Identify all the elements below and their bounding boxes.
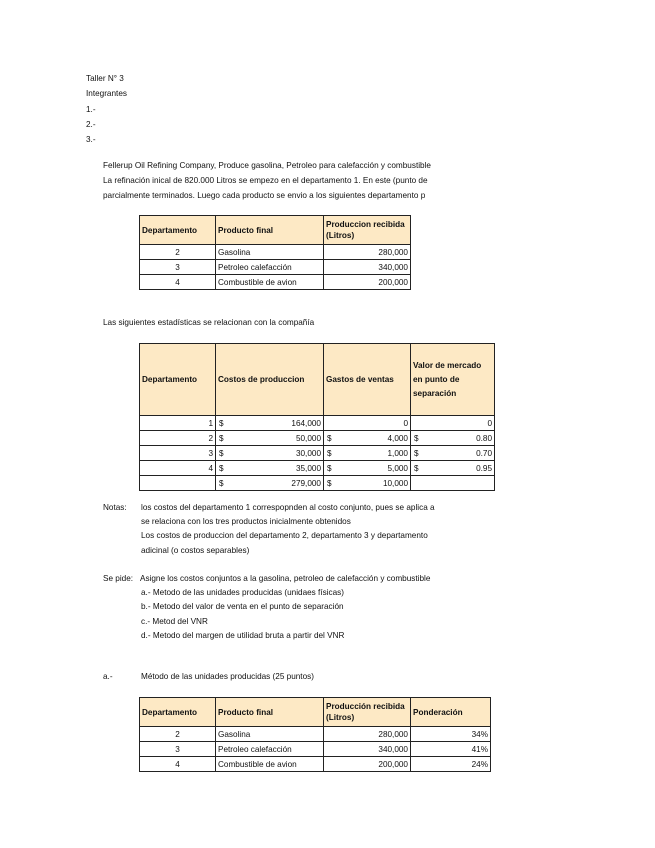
cell-ponderacion: 24% bbox=[411, 757, 491, 772]
amount: 5,000 bbox=[387, 463, 408, 473]
col-header-producto: Producto final bbox=[216, 216, 324, 245]
amount: 35,000 bbox=[295, 463, 321, 473]
currency-symbol: $ bbox=[414, 463, 419, 473]
taller-title: Taller N° 3 bbox=[86, 74, 124, 83]
table-row bbox=[140, 260, 411, 275]
cell-produccion: 340,000 bbox=[324, 742, 411, 757]
cell-departamento: 2 bbox=[140, 245, 216, 260]
col-header-departamento: Departamento bbox=[140, 344, 216, 416]
amount: 0.70 bbox=[476, 448, 492, 458]
cell-produccion: 340,000 bbox=[324, 260, 411, 275]
se-pide-line-4: c.- Metod del VNR bbox=[141, 617, 208, 626]
notas-line-1: los costos del departamento 1 correspopnden al costo conjunto, pues se aplica a bbox=[141, 503, 435, 512]
cell-valor-mercado bbox=[411, 461, 495, 476]
amount: 0 bbox=[487, 418, 492, 428]
cell-departamento: 2 bbox=[140, 727, 216, 742]
currency-symbol: $ bbox=[327, 478, 332, 488]
cell-produccion: 280,000 bbox=[324, 245, 411, 260]
cell-ponderacion: 34% bbox=[411, 727, 491, 742]
intro-line-3: parcialmente terminados. Luego cada producto se envio a los siguientes departamento p bbox=[103, 191, 426, 200]
se-pide-line-1: Asigne los costos conjuntos a la gasolina, petroleo de calefacción y combustible bbox=[140, 574, 431, 583]
cell-departamento: 2 bbox=[140, 431, 216, 446]
se-pide-label: Se pide: bbox=[103, 574, 134, 583]
notas-label: Notas: bbox=[103, 503, 127, 512]
currency-symbol: $ bbox=[219, 418, 224, 428]
production-table bbox=[139, 215, 411, 290]
amount: 0.80 bbox=[476, 433, 492, 443]
cell-costos bbox=[216, 431, 324, 446]
integrantes-label: Integrantes bbox=[86, 89, 127, 98]
cell-producto: Gasolina bbox=[216, 245, 324, 260]
table-row bbox=[140, 476, 495, 491]
col-header-valor-mercado: Valor de mercado en punto de separación bbox=[411, 344, 495, 416]
section-a-title: Método de las unidades producidas (25 puntos) bbox=[141, 672, 314, 681]
col-header-gastos: Gastos de ventas bbox=[324, 344, 411, 416]
section-a-label: a.- bbox=[103, 672, 113, 681]
intro-line-1: Fellerup Oil Refining Company, Produce gasolina, Petroleo para calefacción y combustible bbox=[103, 161, 431, 170]
cell-producto: Petroleo calefacción bbox=[216, 260, 324, 275]
se-pide-line-3: b.- Metodo del valor de venta en el punto de separación bbox=[141, 602, 344, 611]
cell-gastos bbox=[324, 416, 411, 431]
amount: 1,000 bbox=[387, 448, 408, 458]
table-row bbox=[140, 742, 491, 757]
costs-table bbox=[139, 343, 495, 491]
member-line-3: 3.- bbox=[86, 135, 96, 144]
cell-departamento: 3 bbox=[140, 260, 216, 275]
cell-ponderacion: 41% bbox=[411, 742, 491, 757]
amount: 4,000 bbox=[387, 433, 408, 443]
currency-symbol: $ bbox=[327, 463, 332, 473]
table-row bbox=[140, 431, 495, 446]
cell-departamento: 4 bbox=[140, 275, 216, 290]
col-header-departamento: Departamento bbox=[140, 216, 216, 245]
cell-costos bbox=[216, 416, 324, 431]
cell-valor-mercado bbox=[411, 446, 495, 461]
col-header-producto: Producto final bbox=[216, 698, 324, 727]
currency-symbol: $ bbox=[327, 433, 332, 443]
amount: 164,000 bbox=[291, 418, 321, 428]
cell-produccion: 280,000 bbox=[324, 727, 411, 742]
se-pide-line-2: a.- Metodo de las unidades producidas (unidaes físicas) bbox=[141, 588, 344, 597]
cell-gastos bbox=[324, 446, 411, 461]
amount: 30,000 bbox=[295, 448, 321, 458]
member-line-2: 2.- bbox=[86, 120, 96, 129]
currency-symbol: $ bbox=[219, 463, 224, 473]
table-row bbox=[140, 275, 411, 290]
currency-symbol: $ bbox=[219, 478, 224, 488]
currency-symbol: $ bbox=[414, 433, 419, 443]
cell-gastos bbox=[324, 431, 411, 446]
cell-producto: Gasolina bbox=[216, 727, 324, 742]
table-row bbox=[140, 757, 491, 772]
cell-departamento bbox=[140, 476, 216, 491]
cell-departamento: 3 bbox=[140, 446, 216, 461]
notas-line-4: adicinal (o costos separables) bbox=[141, 546, 250, 555]
col-header-ponderacion: Ponderación bbox=[411, 698, 491, 727]
notas-line-2: se relaciona con los tres productos inicialmente obtenidos bbox=[141, 517, 351, 526]
cell-departamento: 3 bbox=[140, 742, 216, 757]
col-header-departamento: Departamento bbox=[140, 698, 216, 727]
se-pide-line-5: d.- Metodo del margen de utilidad bruta a partir del VNR bbox=[141, 631, 345, 640]
cell-produccion: 200,000 bbox=[324, 275, 411, 290]
col-header-costos: Costos de produccion bbox=[216, 344, 324, 416]
member-line-1: 1.- bbox=[86, 105, 96, 114]
currency-symbol: $ bbox=[219, 448, 224, 458]
table-row bbox=[140, 461, 495, 476]
cell-producto: Petroleo calefacción bbox=[216, 742, 324, 757]
col-header-produccion: Producción recibida (Litros) bbox=[324, 698, 411, 727]
amount: 0 bbox=[403, 418, 408, 428]
table-row bbox=[140, 446, 495, 461]
amount: 10,000 bbox=[382, 478, 408, 488]
cell-producto: Combustible de avion bbox=[216, 275, 324, 290]
cell-valor-mercado bbox=[411, 416, 495, 431]
currency-symbol: $ bbox=[414, 448, 419, 458]
cell-gastos bbox=[324, 461, 411, 476]
amount: 279,000 bbox=[291, 478, 321, 488]
col-header-produccion: Produccion recibida (Litros) bbox=[324, 216, 411, 245]
table-row bbox=[140, 416, 495, 431]
cell-costos bbox=[216, 476, 324, 491]
intro-line-2: La refinación inical de 820.000 Litros se empezo en el departamento 1. En este (punto de bbox=[103, 176, 428, 185]
cell-valor-mercado bbox=[411, 431, 495, 446]
stats-title: Las siguientes estadísticas se relacionan con la compañía bbox=[103, 318, 315, 327]
table-row bbox=[140, 245, 411, 260]
cell-departamento: 4 bbox=[140, 461, 216, 476]
notas-line-3: Los costos de produccion del departamento 2, departamento 3 y departamento bbox=[141, 531, 428, 540]
currency-symbol: $ bbox=[327, 448, 332, 458]
cell-producto: Combustible de avion bbox=[216, 757, 324, 772]
currency-symbol: $ bbox=[219, 433, 224, 443]
cell-costos bbox=[216, 446, 324, 461]
cell-departamento: 4 bbox=[140, 757, 216, 772]
cell-costos bbox=[216, 461, 324, 476]
amount: 0.95 bbox=[476, 463, 492, 473]
amount: 50,000 bbox=[295, 433, 321, 443]
weighting-table bbox=[139, 697, 491, 772]
table-row bbox=[140, 727, 491, 742]
cell-produccion: 200,000 bbox=[324, 757, 411, 772]
cell-departamento: 1 bbox=[140, 416, 216, 431]
cell-gastos bbox=[324, 476, 411, 491]
cell-valor-mercado bbox=[411, 476, 495, 491]
